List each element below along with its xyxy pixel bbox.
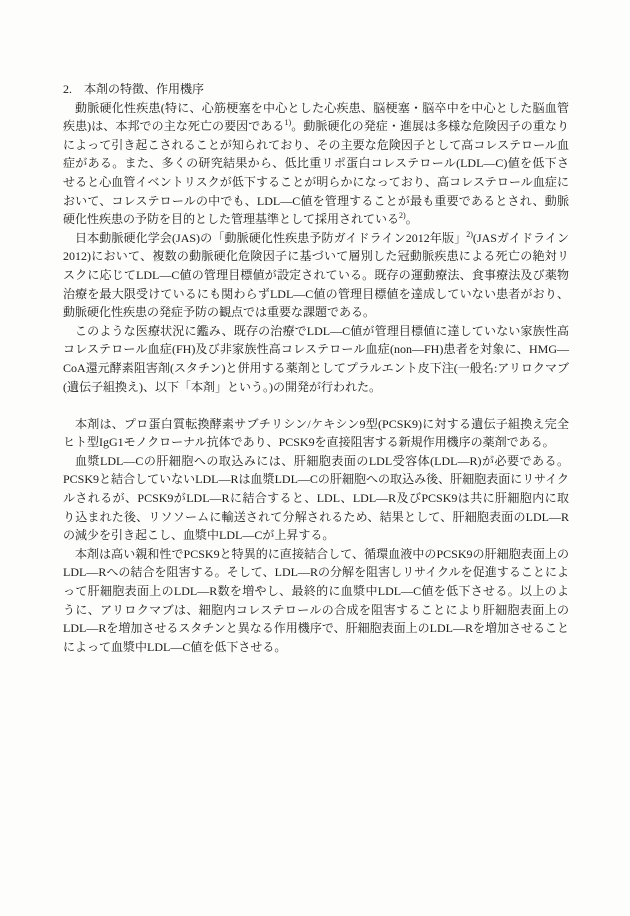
paragraph-text: 動脈硬化性疾患(特に、心筋梗塞を中心とした心疾患、脳梗塞・脳卒中を中心とした脳血管疾患)は、本邦での主な死亡の要因である (63, 100, 569, 134)
section-heading: 2. 本剤の特徴、作用機序 (63, 82, 205, 96)
paragraph-text: 日本動脈硬化学会(JAS)の「動脈硬化性疾患予防ガイドライン2012年版」 (75, 230, 467, 245)
paragraph-text: 本剤は高い親和性でPCSK9と特異的に直接結合して、循環血液中のPCSK9の肝細胞表面上のLDL—Rへの結合を阻害する。そして、LDL—Rの分解を阻害しリサイクルを促進することによって肝細胞表面上のLDL—R数を増やし、最終的に血漿中LDL—C値を低下させる。以上のように、アリロクマブは、細胞内コレステロールの合成を阻害することにより肝細胞表面上のLDL—Rを増加させるスタチンと異なる作用機序で、肝細胞表面上のLDL—Rを増加させることによって血漿中LDL—C値を低下させる。 (63, 546, 569, 654)
paragraph-text: 血漿LDL—Cの肝細胞への取込みには、肝細胞表面のLDL受容体(LDL—R)が必要である。PCSK9と結合していないLDL—Rは血漿LDL—Cの肝細胞への取込み後、肝細胞表面にリサイクルされるが、PCSK9がLDL—Rに結合すると、LDL、LDL—R及びPCSK9は共に肝細胞内に取り込まれた後、リソソームに輸送されて分解されるため、結果として、肝細胞表面のLDL—Rの減少を引き起こし、血漿中LDL—Cが上昇する。 (63, 453, 569, 543)
paragraph (63, 415, 569, 452)
paragraph-text: 。動脈硬化の発症・進展は多様な危険因子の重なりによって引き起こされることが知られており、その主要な危険因子として高コレステロール血症がある。また、多くの研究結果から、低比重リポ蛋白コレステロール(LDL—C)値を低下させると心血管イベントリスクが低下することが明らかになっており、高コレステロール血症において、コレステロールの中でも、LDL—C値を管理することが最も重要であるとされ、動脈硬化性疾患の予防を目的とした管理基準として採用されている (63, 119, 569, 227)
paragraph (63, 545, 569, 657)
paragraph (63, 99, 569, 229)
paragraph-text: 本剤は、プロ蛋白質転換酵素サブチリシン/ケキシン9型(PCSK9)に対する遺伝子組換え完全ヒト型IgG1モノクローナル抗体であり、PCSK9を直接阻害する新規作用機序の薬剤である。 (63, 416, 569, 450)
paragraph (63, 229, 569, 322)
paragraph-text: 。 (405, 212, 418, 227)
paragraph (63, 322, 569, 396)
paragraph (63, 452, 569, 545)
reference-superscript: 2) (466, 229, 473, 239)
paragraph-text: このような医療状況に鑑み、既存の治療でLDL—C値が管理目標値に達していない家族性高コレステロール血症(FH)及び非家族性高コレステロール血症(non—FH)患者を対象に、HMG—CoA還元酵素阻害剤(スタチン)と併用する薬剤としてプラルエント皮下注(一般名:アリロクマブ(遺伝子組換え)、以下「本剤」という。)の開発が行われた。 (63, 323, 569, 394)
reference-superscript: 1) (284, 118, 292, 128)
paragraph-text: (JASガイドライン2012)において、複数の動脈硬化危険因子に基づいて層別した冠動脈疾患による死亡の絶対リスクに応じてLDL—C値の管理目標値が設定されている。既存の運動療法、食事療法及び薬物治療を最大限受けているにも関わらずLDL—C値の管理目標値を達成していない患者がおり、動脈硬化性疾患の発症予防の観点では重要な課題である。 (63, 230, 569, 320)
reference-superscript: 2) (399, 211, 406, 221)
document-body (63, 80, 569, 656)
